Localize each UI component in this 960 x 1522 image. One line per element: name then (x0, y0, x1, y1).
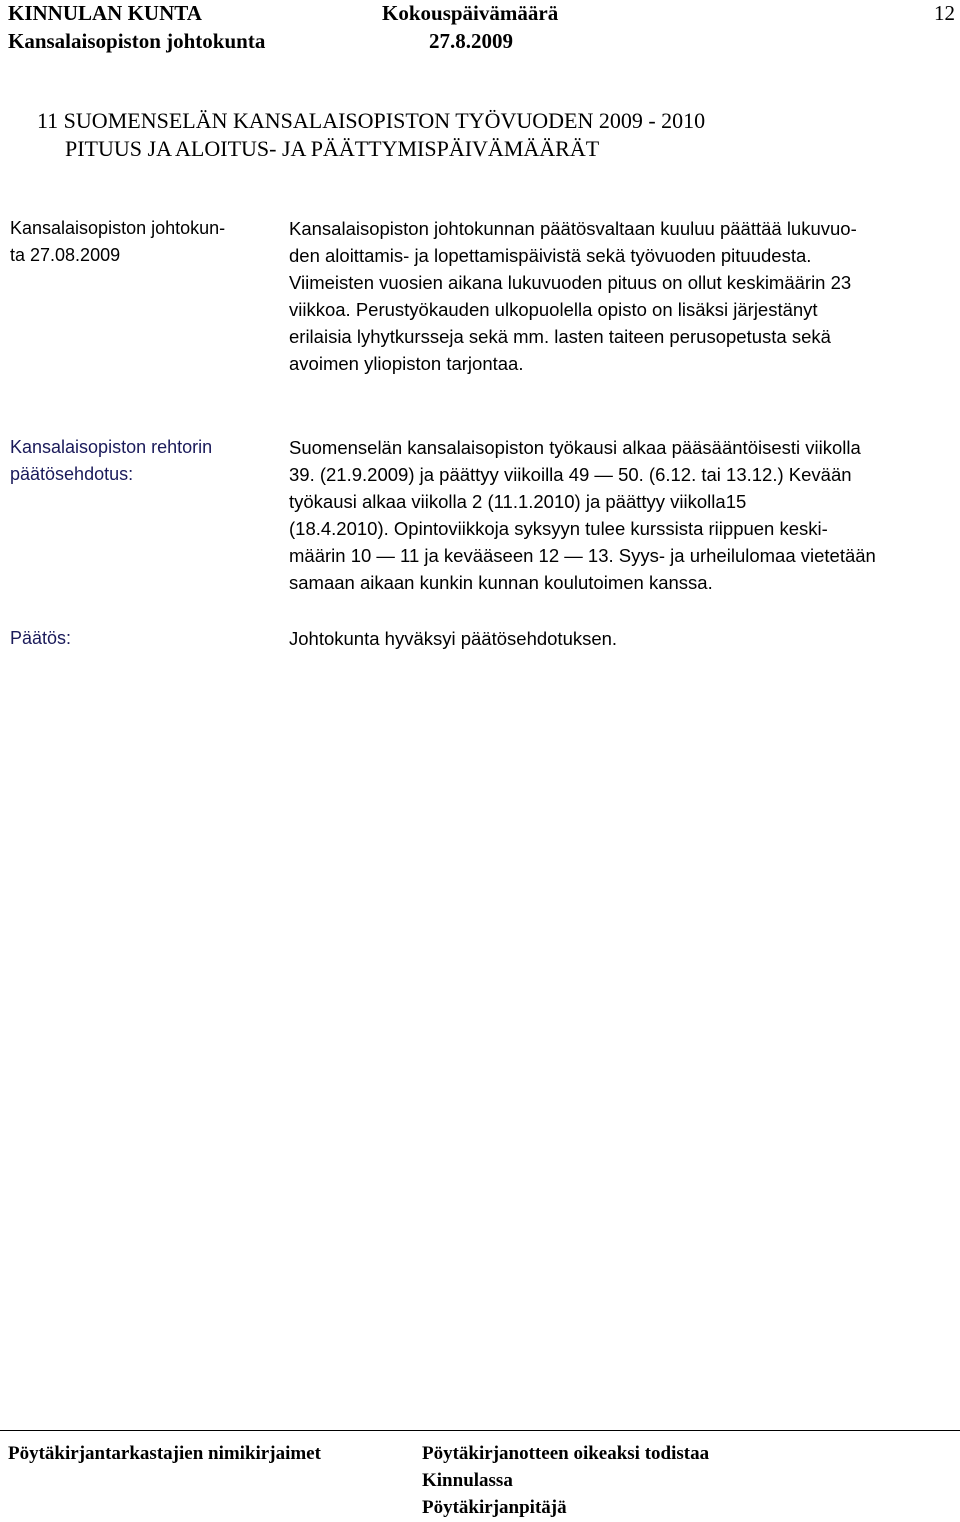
org-name: KINNULAN KUNTA (8, 1, 202, 25)
block1-left-line2: ta 27.08.2009 (10, 245, 121, 265)
footer-initials-label: Pöytäkirjantarkastajien nimikirjaimet (8, 1443, 321, 1464)
meeting-date: 27.8.2009 (429, 29, 513, 53)
decision-label: Päätös: (10, 628, 72, 648)
block1-line: Viimeisten vuosien aikana lukuvuoden pituus on ollut keskimäärin 23 (289, 272, 852, 293)
body-name: Kansalaisopiston johtokunta (8, 29, 266, 53)
decision-text: Johtokunta hyväksyi päätösehdotuksen. (289, 628, 618, 649)
block2-line: Suomenselän kansalaisopiston työkausi alkaa pääsääntöisesti viikolla (289, 437, 861, 458)
block2-line: (18.4.2010). Opintoviikkoja syksyyn tulee kurssista riippuen keski- (289, 518, 828, 539)
block1-line: erilaisia lyhytkursseja sekä mm. lasten taiteen perusopetusta sekä (289, 326, 831, 347)
section-title-line1: 11 SUOMENSELÄN KANSALAISOPISTON TYÖVUODEN 2009 - 2010 (37, 108, 706, 133)
block2-line: 39. (21.9.2009) ja päättyy viikoilla 49 — 50. (6.12. tai 13.12.) Kevään (289, 464, 852, 485)
footer-certify-line1: Pöytäkirjanotteen oikeaksi todistaa (422, 1443, 710, 1464)
block2-line: työkausi alkaa viikolla 2 (11.1.2010) ja päättyy viikolla15 (289, 491, 747, 512)
footer-rule (0, 1430, 960, 1431)
block1-line: den aloittamis- ja lopettamispäivistä sekä työvuoden pituudesta. (289, 245, 812, 266)
block1-line: Kansalaisopiston johtokunnan päätösvaltaan kuuluu päättää lukuvuo- (289, 218, 857, 239)
block2-line: samaan aikaan kunkin kunnan koulutoimen kanssa. (289, 572, 713, 593)
block1-left-line1: Kansalaisopiston johtokun- (10, 218, 226, 238)
block2-line: määrin 10 — 11 ja kevääseen 12 — 13. Syys- ja urheilulomaa vietetään (289, 545, 876, 566)
section-title-line2: PITUUS JA ALOITUS- JA PÄÄTTYMISPÄIVÄMÄÄRÄT (65, 136, 600, 161)
block2-left-line2: päätösehdotus: (10, 464, 134, 484)
page-number: 12 (934, 1, 955, 25)
block1-line: viikkoa. Perustyökauden ulkopuolella opisto on lisäksi järjestänyt (289, 299, 818, 320)
footer-certify-line2: Kinnulassa (422, 1470, 513, 1491)
block1-line: avoimen yliopiston tarjontaa. (289, 353, 524, 374)
date-label: Kokouspäivämäärä (382, 1, 559, 25)
footer-certify-line3: Pöytäkirjanpitäjä (422, 1497, 567, 1518)
block2-left-line1: Kansalaisopiston rehtorin (10, 437, 213, 457)
